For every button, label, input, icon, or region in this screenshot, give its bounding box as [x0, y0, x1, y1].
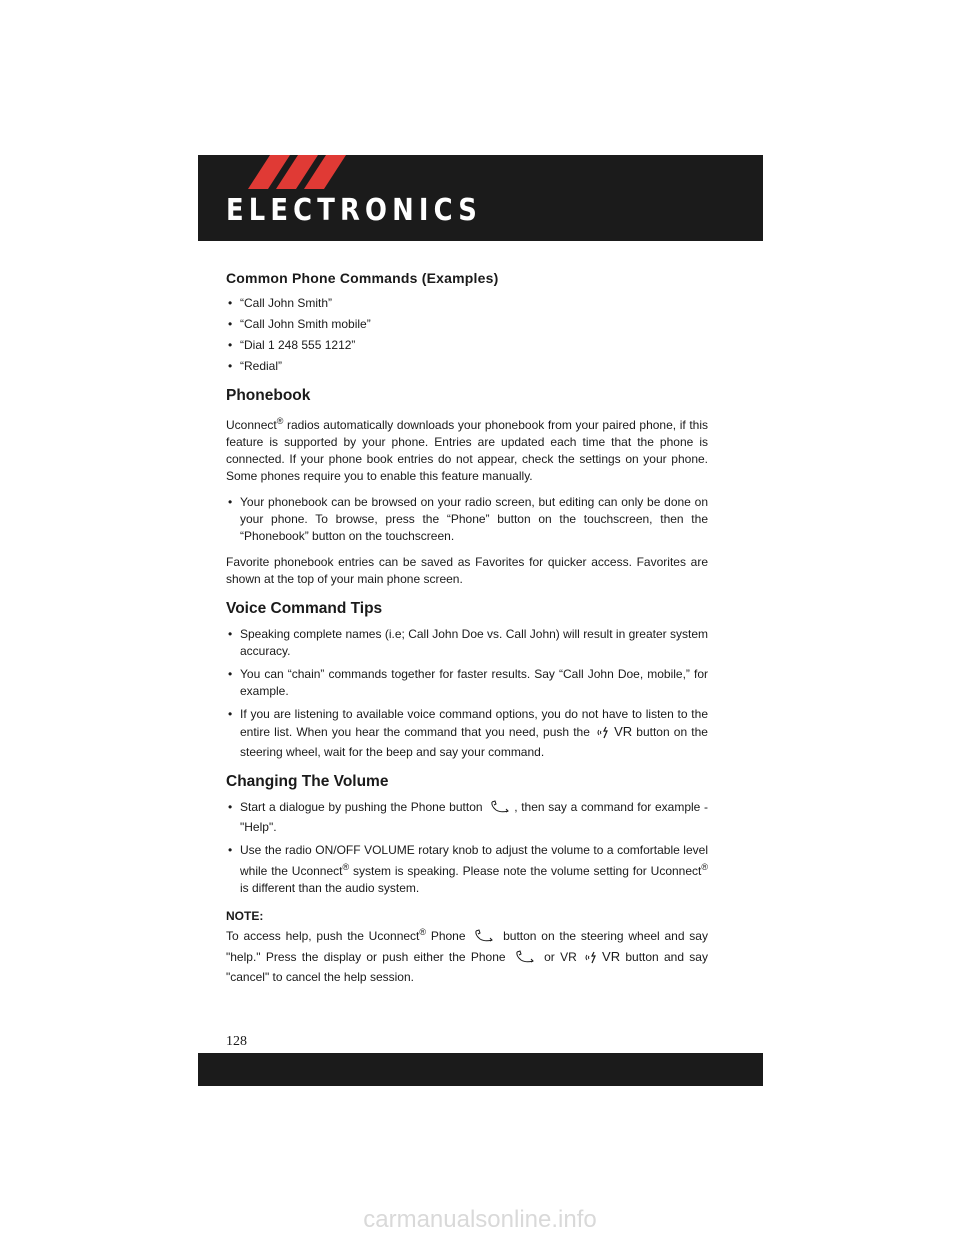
- vr-label: VR: [614, 724, 633, 739]
- favorites-paragraph: Favorite phonebook entries can be saved as Favorites for quicker access. Favorites are shown at the top of your main phone screen.: [226, 555, 708, 586]
- phone-icon: [514, 950, 536, 969]
- page-number: 128: [226, 1034, 247, 1049]
- phonebook-bullet: • Your phonebook can be browsed on your radio screen, but editing can only be done on your phone. To browse, press the “Phone” button on the touchscreen, then the “Phonebook” button on the touchscreen.: [226, 494, 708, 545]
- note-text: To access help, push the Uconnect® Phone button on the steering wheel and say "help." Press the display or push either the Phone or VR VR button and say "cancel" to cancel the help session.: [226, 927, 708, 984]
- phone-icon: [473, 929, 495, 948]
- volume-bullet: • Start a dialogue by pushing the Phone button , then say a command for example - "Help".: [226, 799, 708, 836]
- list-item: • “Redial”: [226, 358, 708, 375]
- watermark: carmanualsonline.info: [363, 1206, 597, 1233]
- list-item: • “Call John Smith mobile”: [226, 316, 708, 333]
- section-title: ELECTRONICS: [226, 193, 482, 228]
- note-label: NOTE:: [226, 909, 264, 923]
- list-item: • “Call John Smith”: [226, 295, 708, 312]
- section-header: [198, 155, 763, 241]
- heading-phonebook: Phonebook: [226, 387, 311, 404]
- voice-tip-bullet: • You can “chain” commands together for faster results. Say “Call John Doe, mobile,” for example.: [226, 666, 708, 700]
- voice-tip-bullet: • If you are listening to available voice command options, you do not have to listen to the entire list. When you hear the command that you need, push the VR button on the steering wheel, wait for the beep and say your command.: [226, 706, 708, 761]
- vr-label: VR: [602, 949, 621, 964]
- heading-common-commands: Common Phone Commands (Examples): [226, 270, 499, 286]
- list-item: • “Dial 1 248 555 1212”: [226, 337, 708, 354]
- voice-recognition-icon: [597, 726, 611, 744]
- voice-recognition-icon: [585, 951, 599, 969]
- phonebook-paragraph: Uconnect® radios automatically downloads your phonebook from your paired phone, if this feature is supported by your phone. Entries are updated each time that the phone is connected. If your phone book entries do not appear, check the settings on your phone. Some phones require you to enable this feature manually.: [226, 416, 708, 483]
- volume-bullet: • Use the radio ON/OFF VOLUME rotary knob to adjust the volume to a comfortable level while the Uconnect® system is speaking. Please note the volume setting for Uconnect® is different than the audio system.: [226, 842, 708, 897]
- voice-tip-bullet: • Speaking complete names (i.e; Call John Doe vs. Call John) will result in greater system accuracy.: [226, 626, 708, 660]
- page-content: [226, 266, 708, 986]
- phone-icon: [489, 800, 511, 819]
- heading-volume: Changing The Volume: [226, 773, 389, 790]
- heading-voice-tips: Voice Command Tips: [226, 600, 383, 617]
- footer-bar: [198, 1053, 763, 1086]
